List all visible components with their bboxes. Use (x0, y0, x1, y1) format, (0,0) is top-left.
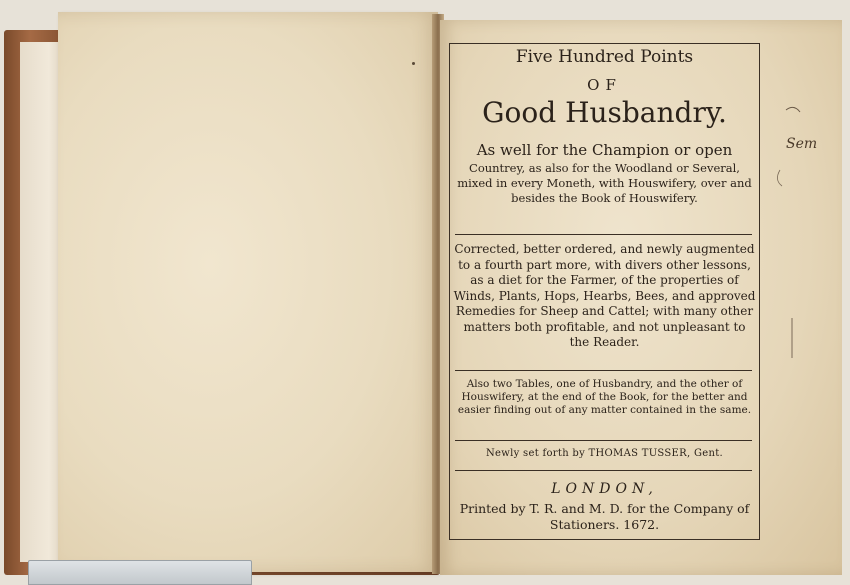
title-line-3: Good Husbandry. (482, 96, 727, 129)
metal-clip (28, 560, 252, 585)
divider-rule (455, 470, 752, 471)
margin-annotation: Sem (786, 136, 818, 152)
tables-paragraph: Also two Tables, one of Husbandry, and the other of Houswifery, at the end of the Book, for the better and easier finding out of any matter contained in the same. (457, 378, 752, 416)
blank-flyleaf (58, 12, 438, 572)
divider-rule (455, 234, 752, 235)
ink-speck (412, 62, 415, 65)
author-line: Newly set forth by THOMAS TUSSER, Gent. (485, 448, 723, 459)
description-paragraph: Corrected, better ordered, and newly augmented to a fourth part more, with divers other lessons, as a diet for the Farmer, of the properties of Winds, Plants, Hops, Hearbs, Bees, and approved Remedies for Sheep and Cattel; with many other matters both profitable, and not unpleasant to the Reader. (453, 242, 756, 349)
title-line-1: Five Hundred Points (515, 47, 694, 67)
title-line-2: OF (587, 76, 622, 94)
divider-rule (455, 440, 752, 441)
divider-rule (455, 370, 752, 371)
imprint-place: LONDON, (551, 481, 658, 497)
subtitle-body: Countrey, as also for the Woodland or Several, mixed in every Moneth, with Houswifery, over and besides the Book of Houswifery. (457, 161, 752, 205)
subtitle-lead: As well for the Champion or open (476, 141, 733, 159)
imprint-text: Printed by T. R. and M. D. for the Company of Stationers. 1672. (459, 501, 750, 532)
